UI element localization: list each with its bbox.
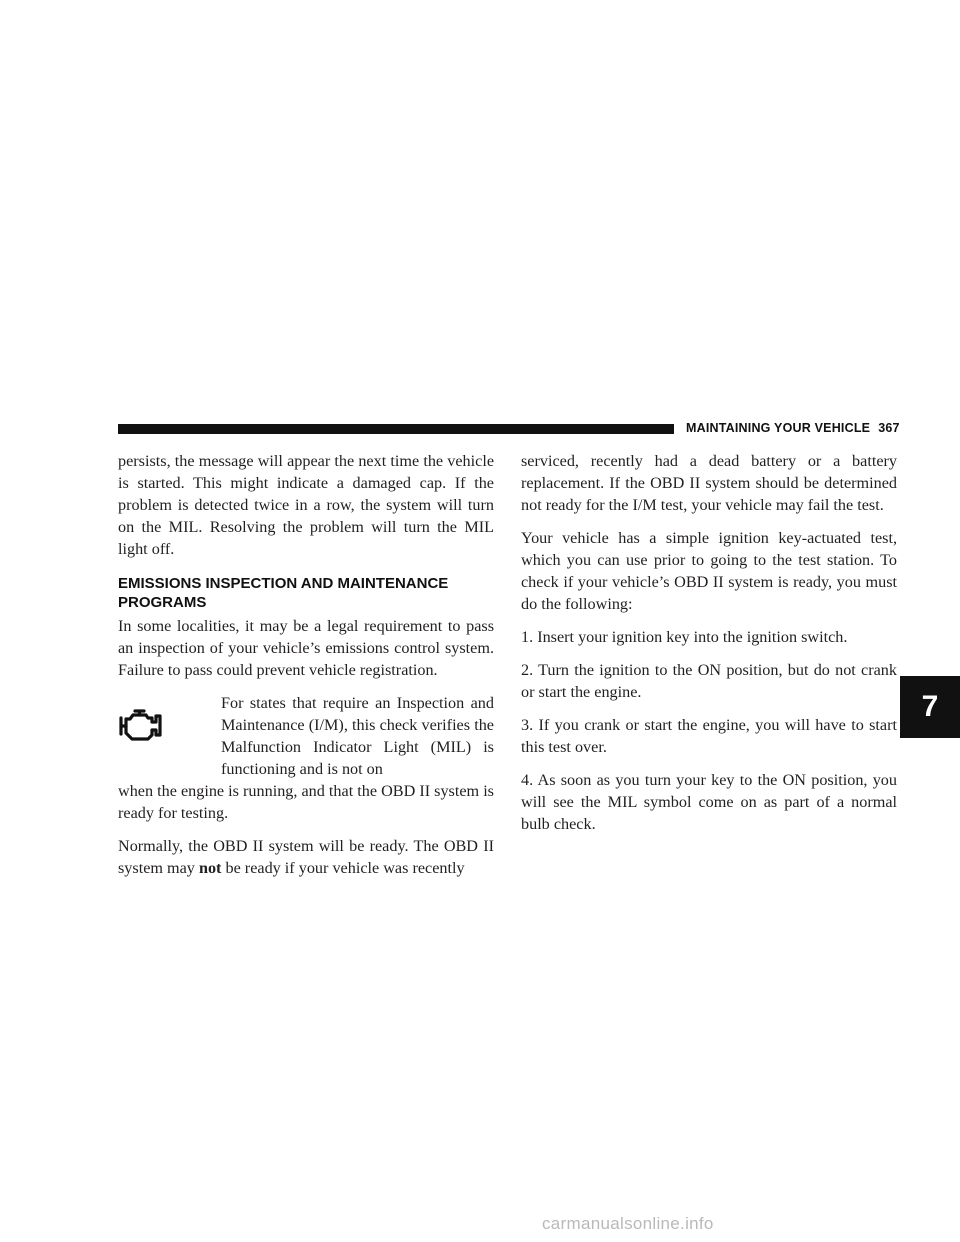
paragraph-continuation: persists, the message will appear the next time the vehicle is started. This might indicate a damaged cap. If the problem is detected twice in a row, the system will turn on the MIL. Resolving the problem will turn the MIL light off. — [118, 452, 494, 558]
paragraph-legal-requirement: In some localities, it may be a legal requirement to pass an inspection of your vehicle’s emissions control system. Failure to pass could prevent vehicle registration. — [118, 617, 494, 679]
mil-paragraph-continued: when the engine is running, and that the OBD II system is ready for testing. — [118, 782, 494, 822]
obd-text-end: be ready if your vehicle was recently — [225, 859, 465, 877]
left-column — [118, 450, 494, 890]
step-4: 4. As soon as you turn your key to the ON position, you will see the MIL symbol come on as part of a normal bulb check. — [521, 771, 897, 833]
section-title: MAINTAINING YOUR VEHICLE — [686, 421, 871, 435]
section-heading: EMISSIONS INSPECTION AND MAINTENANCE PROGRAMS — [118, 575, 449, 611]
paragraph-serviced: serviced, recently had a dead battery or a battery replacement. If the OBD II system should be determined not ready for the I/M test, your vehicle may fail the test. — [521, 452, 897, 514]
running-header — [686, 421, 906, 435]
right-column — [521, 450, 897, 846]
emphasis-not: not — [198, 859, 222, 877]
step-1: 1. Insert your ignition key into the ignition switch. — [521, 628, 848, 646]
chapter-tab: 7 — [900, 676, 960, 738]
mil-icon-paragraph — [118, 692, 494, 824]
step-3: 3. If you crank or start the engine, you will have to start this test over. — [521, 716, 897, 756]
step-2: 2. Turn the ignition to the ON position, but do not crank or start the engine. — [521, 661, 897, 701]
check-engine-icon — [118, 708, 162, 742]
mil-paragraph-indented: For states that require an Inspection and Maintenance (I/M), this check verifies the Malfunction Indicator Light (MIL) is functioning and is not on — [221, 694, 494, 778]
paragraph-obd-ready — [118, 835, 494, 879]
page-number: 367 — [878, 421, 900, 435]
obd-text-start: Normally, the OBD II system will be ready. The OBD II system may — [118, 837, 494, 877]
watermark: carmanualsonline.info — [542, 1214, 714, 1233]
header-rule — [118, 424, 674, 434]
paragraph-key-test: Your vehicle has a simple ignition key-actuated test, which you can use prior to going to the test station. To check if your vehicle’s OBD II system is ready, you must do the following: — [521, 529, 897, 613]
